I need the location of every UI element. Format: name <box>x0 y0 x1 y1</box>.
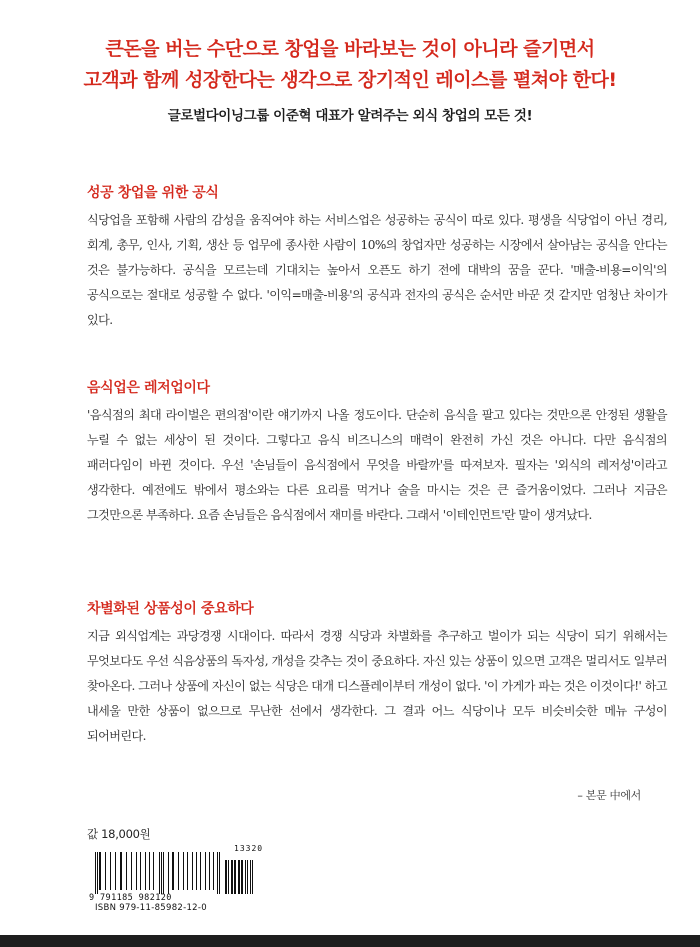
barcode-bar <box>250 860 251 894</box>
barcode-bar <box>217 852 218 894</box>
barcode-bar <box>225 860 227 894</box>
barcode-bar <box>196 852 197 890</box>
barcode-bar <box>149 852 150 890</box>
section-success-formula <box>87 183 667 333</box>
source-note: – 본문 中에서 <box>577 789 641 802</box>
barcode-bar <box>200 852 201 890</box>
barcode-bar <box>252 860 253 894</box>
barcode-bar <box>110 852 111 890</box>
barcode-bar <box>178 852 179 890</box>
section-differentiation <box>87 599 667 749</box>
barcode-bar <box>161 852 162 894</box>
barcode-bar <box>228 860 229 894</box>
price-label: 값 18,000원 <box>87 827 151 841</box>
barcode-bar <box>145 852 146 890</box>
barcode-bar <box>140 852 141 890</box>
barcode-bar <box>234 860 236 894</box>
barcode-main-digits: 9 791185 982120 <box>89 893 172 903</box>
barcode-bar <box>213 852 214 890</box>
barcode-bars <box>87 852 277 894</box>
barcode-bar <box>97 852 98 894</box>
barcode-bar <box>131 852 132 890</box>
subtitle: 글로벌다이닝그룹 이준혁 대표가 알려주는 외식 창업의 모든 것! <box>167 108 533 124</box>
section-body: 지금 외식업계는 과당경쟁 시대이다. 따라서 경쟁 식당과 차별화를 추구하고 벌이가 되는 식당이 되기 위해서는 무엇보다도 우선 식음상품의 독자성, 개성을 갖추는 것이 중요하다. 자신 있는 상품이 있으면 고객은 멀리서도 일부러 찾아온다. 그러나 상품에 자신이 없는 식당은 대개 디스플레이부터 개성이 없다. '이 가게가 파는 것은 이것이다!' 하고 내세울 만한 상품이 없으므로 무난한 선에서 생각한다. 그 결과 어느 식당이나 모두 비슷비슷한 메뉴 구성이 되어버린다. <box>87 629 667 743</box>
section-title: 성공 창업을 위한 공식 <box>87 185 219 201</box>
barcode-bar <box>115 852 116 890</box>
barcode-bar <box>159 852 160 894</box>
barcode-bar <box>247 860 248 894</box>
barcode-bar <box>99 852 101 890</box>
barcode-bar <box>163 852 164 894</box>
section-leisure-industry <box>87 378 667 528</box>
barcode-bar <box>95 852 96 894</box>
barcode-bar <box>136 852 137 890</box>
barcode-bar <box>126 852 127 890</box>
section-body: '음식점의 최대 라이벌은 편의점'이란 얘기까지 나올 정도이다. 단순히 음식을 팔고 있다는 것만으론 안정된 생활을 누릴 수 없는 세상이 된 것이다. 그렇다고 음식 비즈니스의 매력이 완전히 가신 것은 아니다. 다만 음식점의 패러다임이 바뀐 것이다. 우선 '손님들이 음식점에서 무엇을 바랄까'를 따져보자. 필자는 '외식의 레저성'이라고 생각한다. 예전에도 밖에서 평소와는 다른 요리를 먹거나 술을 마시는 것은 큰 즐거움이었다. 그러나 지금은 그것만으론 부족하다. 요즘 손님들은 음식점에서 재미를 바란다. 그래서 '이테인먼트'란 말이 생겨났다. <box>87 408 667 522</box>
isbn-number: ISBN 979-11-85982-12-0 <box>95 903 207 913</box>
barcode-bar <box>168 852 169 894</box>
barcode-bar <box>183 852 184 890</box>
section-title: 차별화된 상품성이 중요하다 <box>87 601 254 617</box>
headline <box>0 34 700 96</box>
barcode-addon-digits: 13320 <box>234 844 264 853</box>
barcode-bar <box>209 852 210 890</box>
bottom-strip <box>0 935 700 947</box>
section-body: 식당업을 포함해 사람의 감성을 움직여야 하는 서비스업은 성공하는 공식이 따로 있다. 평생을 식당업이 아닌 경리, 회계, 총무, 인사, 기획, 생산 등 업무에 종사한 사람이 10%의 창업자만 성공하는 시장에서 살아남는 공식을 안다는 것은 불가능하다. 공식을 모르는데 기대치는 높아서 오픈도 하기 전에 대박의 꿈을 꾼다. '매출-비용=이익'의 공식으로는 절대로 성공할 수 없다. '이익=매출-비용'의 공식과 전자의 공식은 순서만 바꾼 것 같지만 엄청난 차이가 있다. <box>87 213 667 327</box>
barcode-bar <box>187 852 188 890</box>
barcode-bar <box>231 860 233 894</box>
barcode-bar <box>153 852 154 890</box>
barcode-bar <box>245 860 246 894</box>
barcode-bar <box>105 852 106 890</box>
barcode-bar <box>238 860 240 894</box>
headline-line-2: 고객과 함께 성장한다는 생각으로 장기적인 레이스를 펼쳐야 한다! <box>83 69 617 91</box>
barcode-bar <box>205 852 206 890</box>
barcode-bar <box>120 852 122 890</box>
section-title: 음식업은 레저업이다 <box>87 380 210 396</box>
barcode-bar <box>219 852 220 894</box>
barcode-bar <box>241 860 243 894</box>
barcode-bar <box>172 852 174 890</box>
isbn-barcode <box>87 842 277 914</box>
headline-line-1: 큰돈을 버는 수단으로 창업을 바라보는 것이 아니라 즐기면서 <box>105 38 595 60</box>
barcode-bar <box>192 852 193 890</box>
